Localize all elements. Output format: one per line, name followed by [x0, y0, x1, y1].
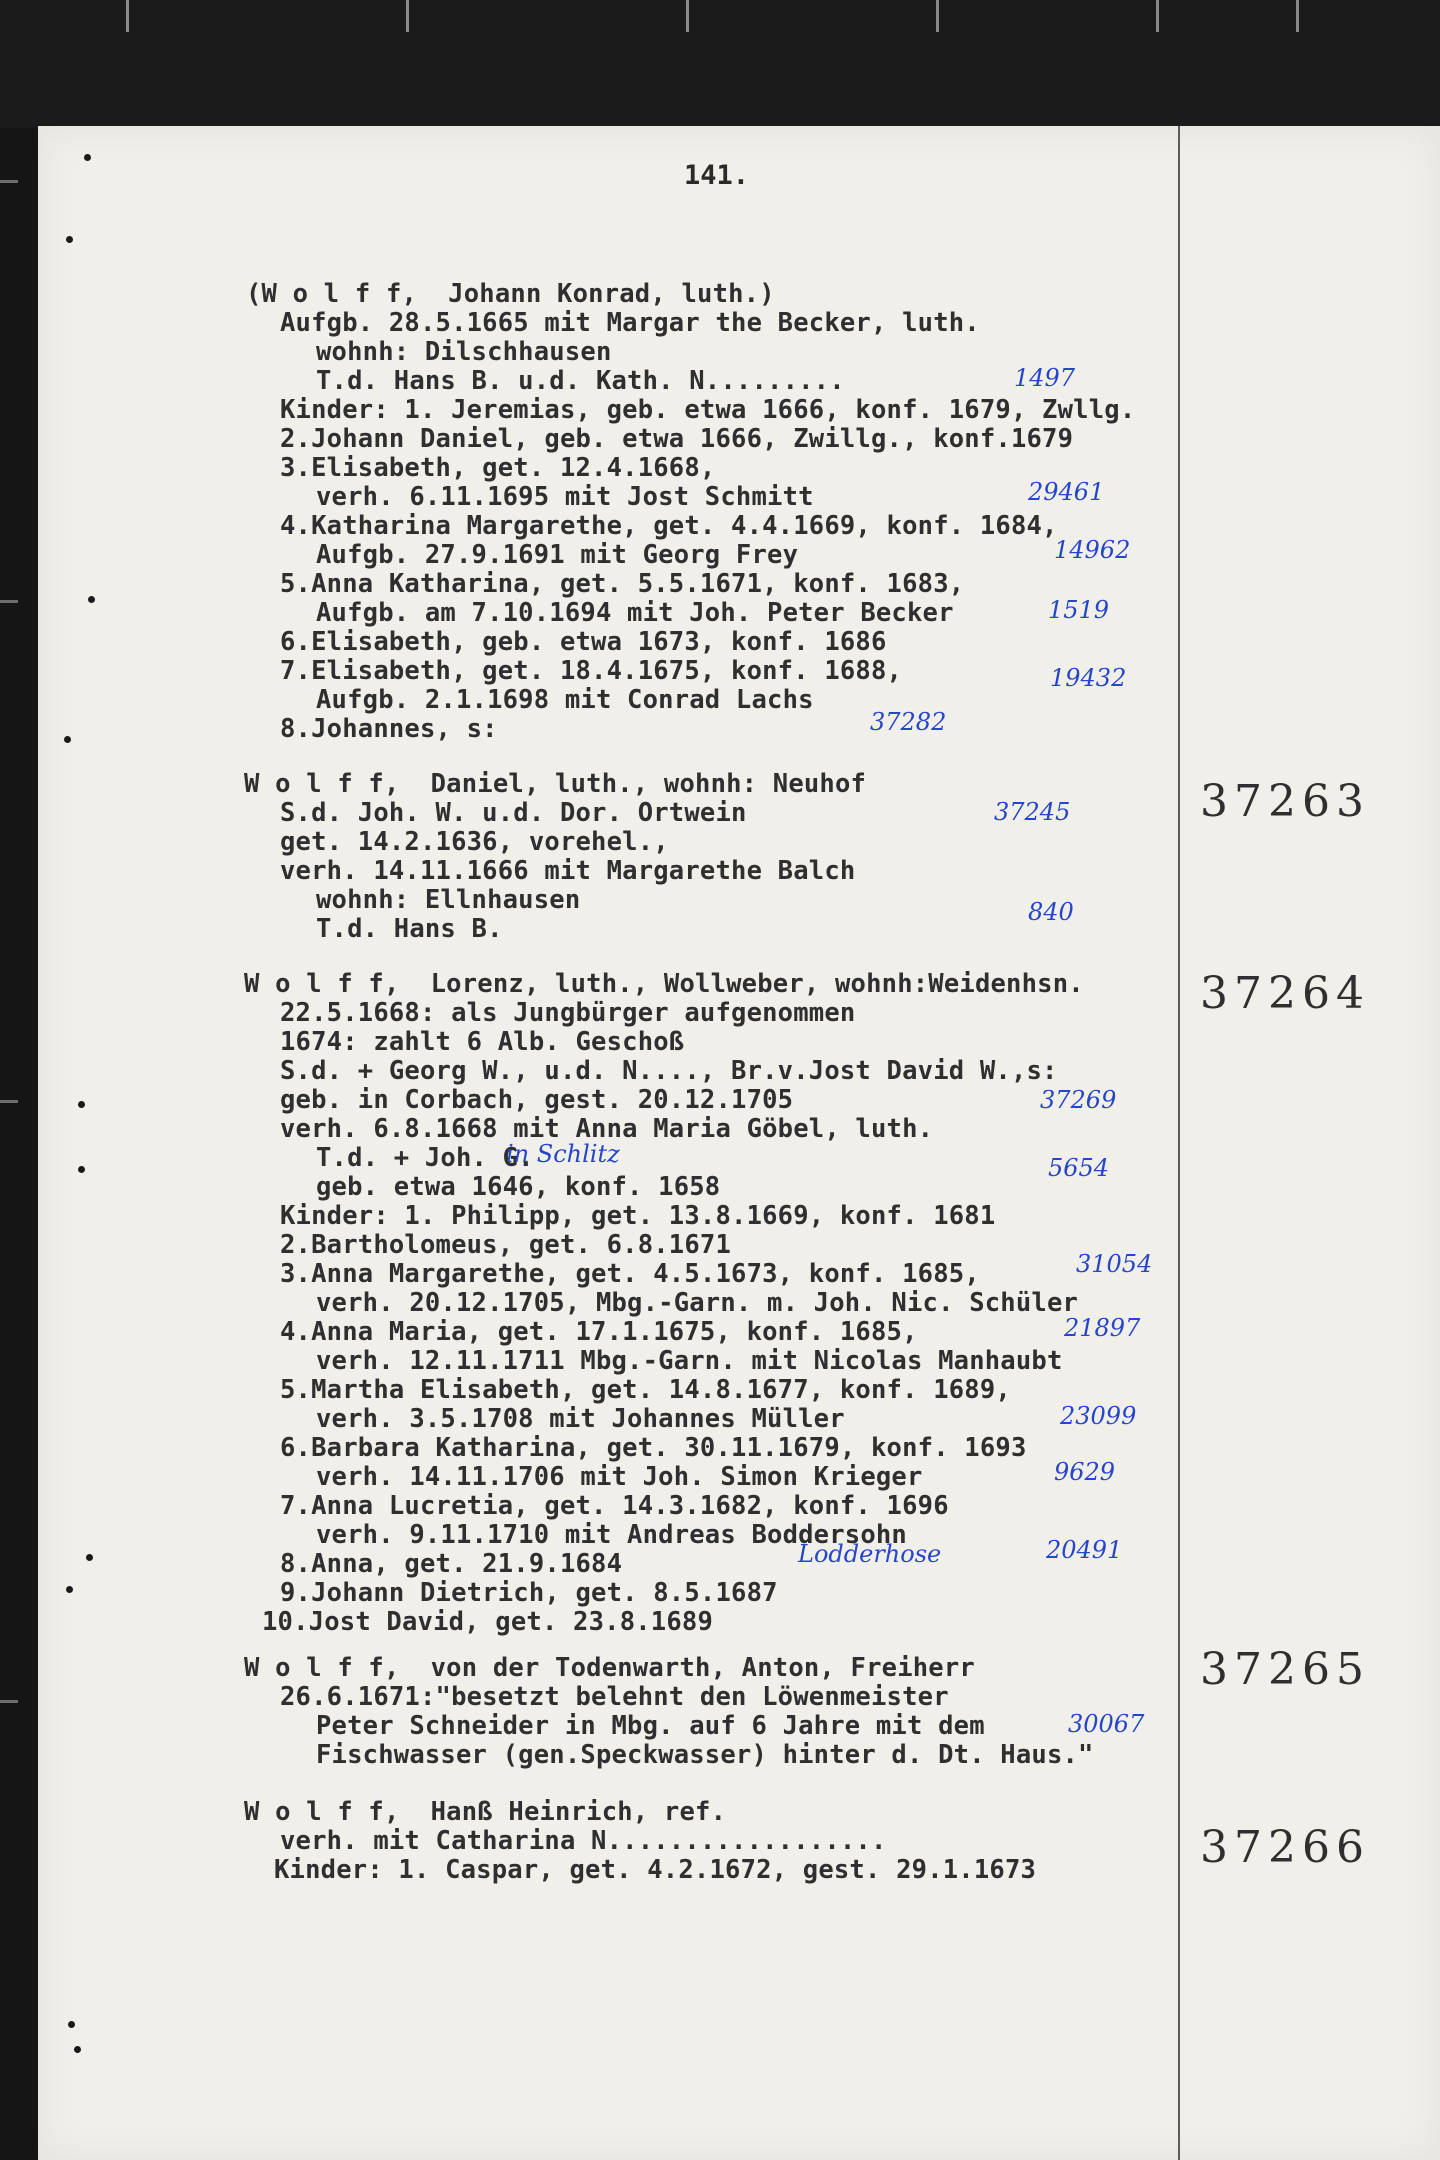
punch-hole	[84, 154, 91, 161]
entry-line: verh. 20.12.1705, Mbg.-Garn. m. Joh. Nic. Schüler	[316, 1288, 1079, 1318]
entry-line: S.d. + Georg W., u.d. N...., Br.v.Jost David W.,s:	[280, 1056, 1058, 1086]
margin-rule	[1178, 126, 1180, 2160]
entry-line: 3.Elisabeth, get. 12.4.1668,	[280, 453, 716, 483]
handwritten-number: 30067	[1068, 1710, 1145, 1738]
entry-line: Aufgb. 27.9.1691 mit Georg Frey	[316, 540, 799, 570]
entry-line: verh. 9.11.1710 mit Andreas Boddersohn	[316, 1520, 907, 1550]
entry-line: Kinder: 1. Jeremias, geb. etwa 1666, konf. 1679, Zwllg.	[280, 395, 1136, 425]
entry-line: 6.Elisabeth, geb. etwa 1673, konf. 1686	[280, 627, 887, 657]
entry-heading: W o l f f, Hanß Heinrich, ref.	[244, 1797, 727, 1827]
handwritten-number: 1519	[1048, 596, 1110, 624]
frame-tick	[126, 0, 129, 32]
entry-line: T.d. Hans B. u.d. Kath. N.........	[316, 366, 845, 396]
entry-line: T.d. Hans B.	[316, 914, 503, 944]
punch-hole	[88, 596, 95, 603]
record-number: 37263	[1200, 776, 1370, 827]
entry-line: get. 14.2.1636, vorehel.,	[280, 827, 669, 857]
record-card	[38, 126, 1440, 2160]
handwritten-number: 37269	[1040, 1086, 1117, 1114]
entry-line: Fischwasser (gen.Speckwasser) hinter d. Dt. Haus."	[316, 1740, 1094, 1770]
handwritten-number: 37245	[994, 798, 1071, 826]
entry-line: 8.Johannes, s:	[280, 714, 498, 744]
entry-line: wohnh: Ellnhausen	[316, 885, 581, 915]
punch-hole	[78, 1101, 85, 1108]
entry-line: verh. 6.11.1695 mit Jost Schmitt	[316, 482, 814, 512]
entry-line: verh. 14.11.1706 mit Joh. Simon Krieger	[316, 1462, 923, 1492]
entry-line: 8.Anna, get. 21.9.1684	[280, 1549, 623, 1579]
entry-line: Aufgb. 2.1.1698 mit Conrad Lachs	[316, 685, 814, 715]
entry-line: 6.Barbara Katharina, get. 30.11.1679, konf. 1693	[280, 1433, 1027, 1463]
handwritten-number: 21897	[1064, 1314, 1141, 1342]
handwritten-number: 37282	[870, 708, 947, 736]
entry-line: 4.Anna Maria, get. 17.1.1675, konf. 1685,	[280, 1317, 918, 1347]
entry-line: wohnh: Dilschhausen	[316, 337, 612, 367]
entry-line: verh. 14.11.1666 mit Margarethe Balch	[280, 856, 856, 886]
punch-hole	[86, 1554, 93, 1561]
frame-tick	[686, 0, 689, 32]
handwritten-number: 31054	[1076, 1250, 1153, 1278]
handwritten-number: 5654	[1048, 1154, 1110, 1182]
handwritten-number: 9629	[1054, 1458, 1116, 1486]
entry-line: Kinder: 1. Philipp, get. 13.8.1669, konf. 1681	[280, 1201, 996, 1231]
entry-line: Kinder: 1. Caspar, get. 4.2.1672, gest. 29.1.1673	[274, 1855, 1037, 1885]
punch-hole	[64, 736, 71, 743]
punch-hole	[66, 1586, 73, 1593]
frame-mark	[0, 1700, 18, 1703]
entry-line: 2.Bartholomeus, get. 6.8.1671	[280, 1230, 732, 1260]
handwritten-number: 840	[1028, 898, 1074, 926]
handwritten-number: 23099	[1060, 1402, 1137, 1430]
handwritten-number: 20491	[1046, 1536, 1123, 1564]
record-number: 37264	[1200, 968, 1370, 1019]
frame-mark	[0, 600, 18, 603]
entry-line: verh. 12.11.1711 Mbg.-Garn. mit Nicolas Manhaubt	[316, 1346, 1063, 1376]
entry-line: verh. 6.8.1668 mit Anna Maria Göbel, luth.	[280, 1114, 934, 1144]
punch-hole	[74, 2046, 81, 2053]
scanner-top-strip	[0, 0, 1440, 128]
handwritten-number: 14962	[1054, 536, 1131, 564]
entry-line: 5.Anna Katharina, get. 5.5.1671, konf. 1683,	[280, 569, 965, 599]
frame-tick	[936, 0, 939, 32]
entry-heading: W o l f f, Daniel, luth., wohnh: Neuhof	[244, 769, 867, 799]
entry-line: 22.5.1668: als Jungbürger aufgenommen	[280, 998, 856, 1028]
entry-line: Aufgb. 28.5.1665 mit Margar the Becker, luth.	[280, 308, 980, 338]
entry-line: Peter Schneider in Mbg. auf 6 Jahre mit dem	[316, 1711, 985, 1741]
entry-line: S.d. Joh. W. u.d. Dor. Ortwein	[280, 798, 747, 828]
entry-line: 10.Jost David, get. 23.8.1689	[262, 1607, 714, 1637]
frame-tick	[1156, 0, 1159, 32]
punch-hole	[66, 236, 73, 243]
entry-line: 7.Anna Lucretia, get. 14.3.1682, konf. 1696	[280, 1491, 949, 1521]
entry-heading: W o l f f, Lorenz, luth., Wollweber, wohnh:Weidenhsn.	[244, 969, 1084, 999]
punch-hole	[78, 1166, 85, 1173]
frame-mark	[0, 1100, 18, 1103]
handwritten-number: 1497	[1014, 364, 1076, 392]
entry-line: 7.Elisabeth, get. 18.4.1675, konf. 1688,	[280, 656, 903, 686]
frame-mark	[0, 180, 18, 183]
entry-line: 3.Anna Margarethe, get. 4.5.1673, konf. 1685,	[280, 1259, 980, 1289]
record-number: 37266	[1200, 1822, 1370, 1873]
entry-line: 5.Martha Elisabeth, get. 14.8.1677, konf. 1689,	[280, 1375, 1011, 1405]
entry-heading: W o l f f, von der Todenwarth, Anton, Freiherr	[244, 1653, 975, 1683]
entry-line: 9.Johann Dietrich, get. 8.5.1687	[280, 1578, 778, 1608]
frame-tick	[406, 0, 409, 32]
entry-line: Aufgb. am 7.10.1694 mit Joh. Peter Becker	[316, 598, 954, 628]
handwritten-number: 19432	[1050, 664, 1127, 692]
entry-line: 4.Katharina Margarethe, get. 4.4.1669, konf. 1684,	[280, 511, 1058, 541]
entry-line: 2.Johann Daniel, geb. etwa 1666, Zwillg., konf.1679	[280, 424, 1074, 454]
entry-line: verh. mit Catharina N..................	[280, 1826, 887, 1856]
record-number: 37265	[1200, 1644, 1370, 1695]
page-number: 141.	[684, 160, 750, 191]
handwritten-number: 29461	[1028, 478, 1105, 506]
handwritten-note: in Schlitz	[506, 1140, 620, 1168]
punch-hole	[68, 2021, 75, 2028]
frame-tick	[1296, 0, 1299, 32]
entry-line: 26.6.1671:"besetzt belehnt den Löwenmeister	[280, 1682, 949, 1712]
entry-line: 1674: zahlt 6 Alb. Geschoß	[280, 1027, 685, 1057]
entry-line: T.d. + Joh. G.	[316, 1143, 534, 1173]
entry-line: geb. etwa 1646, konf. 1658	[316, 1172, 721, 1202]
entry-line: verh. 3.5.1708 mit Johannes Müller	[316, 1404, 845, 1434]
entry-heading: (W o l f f, Johann Konrad, luth.)	[246, 279, 775, 309]
handwritten-correction: Lodderhose	[798, 1540, 942, 1568]
entry-line: geb. in Corbach, gest. 20.12.1705	[280, 1085, 794, 1115]
